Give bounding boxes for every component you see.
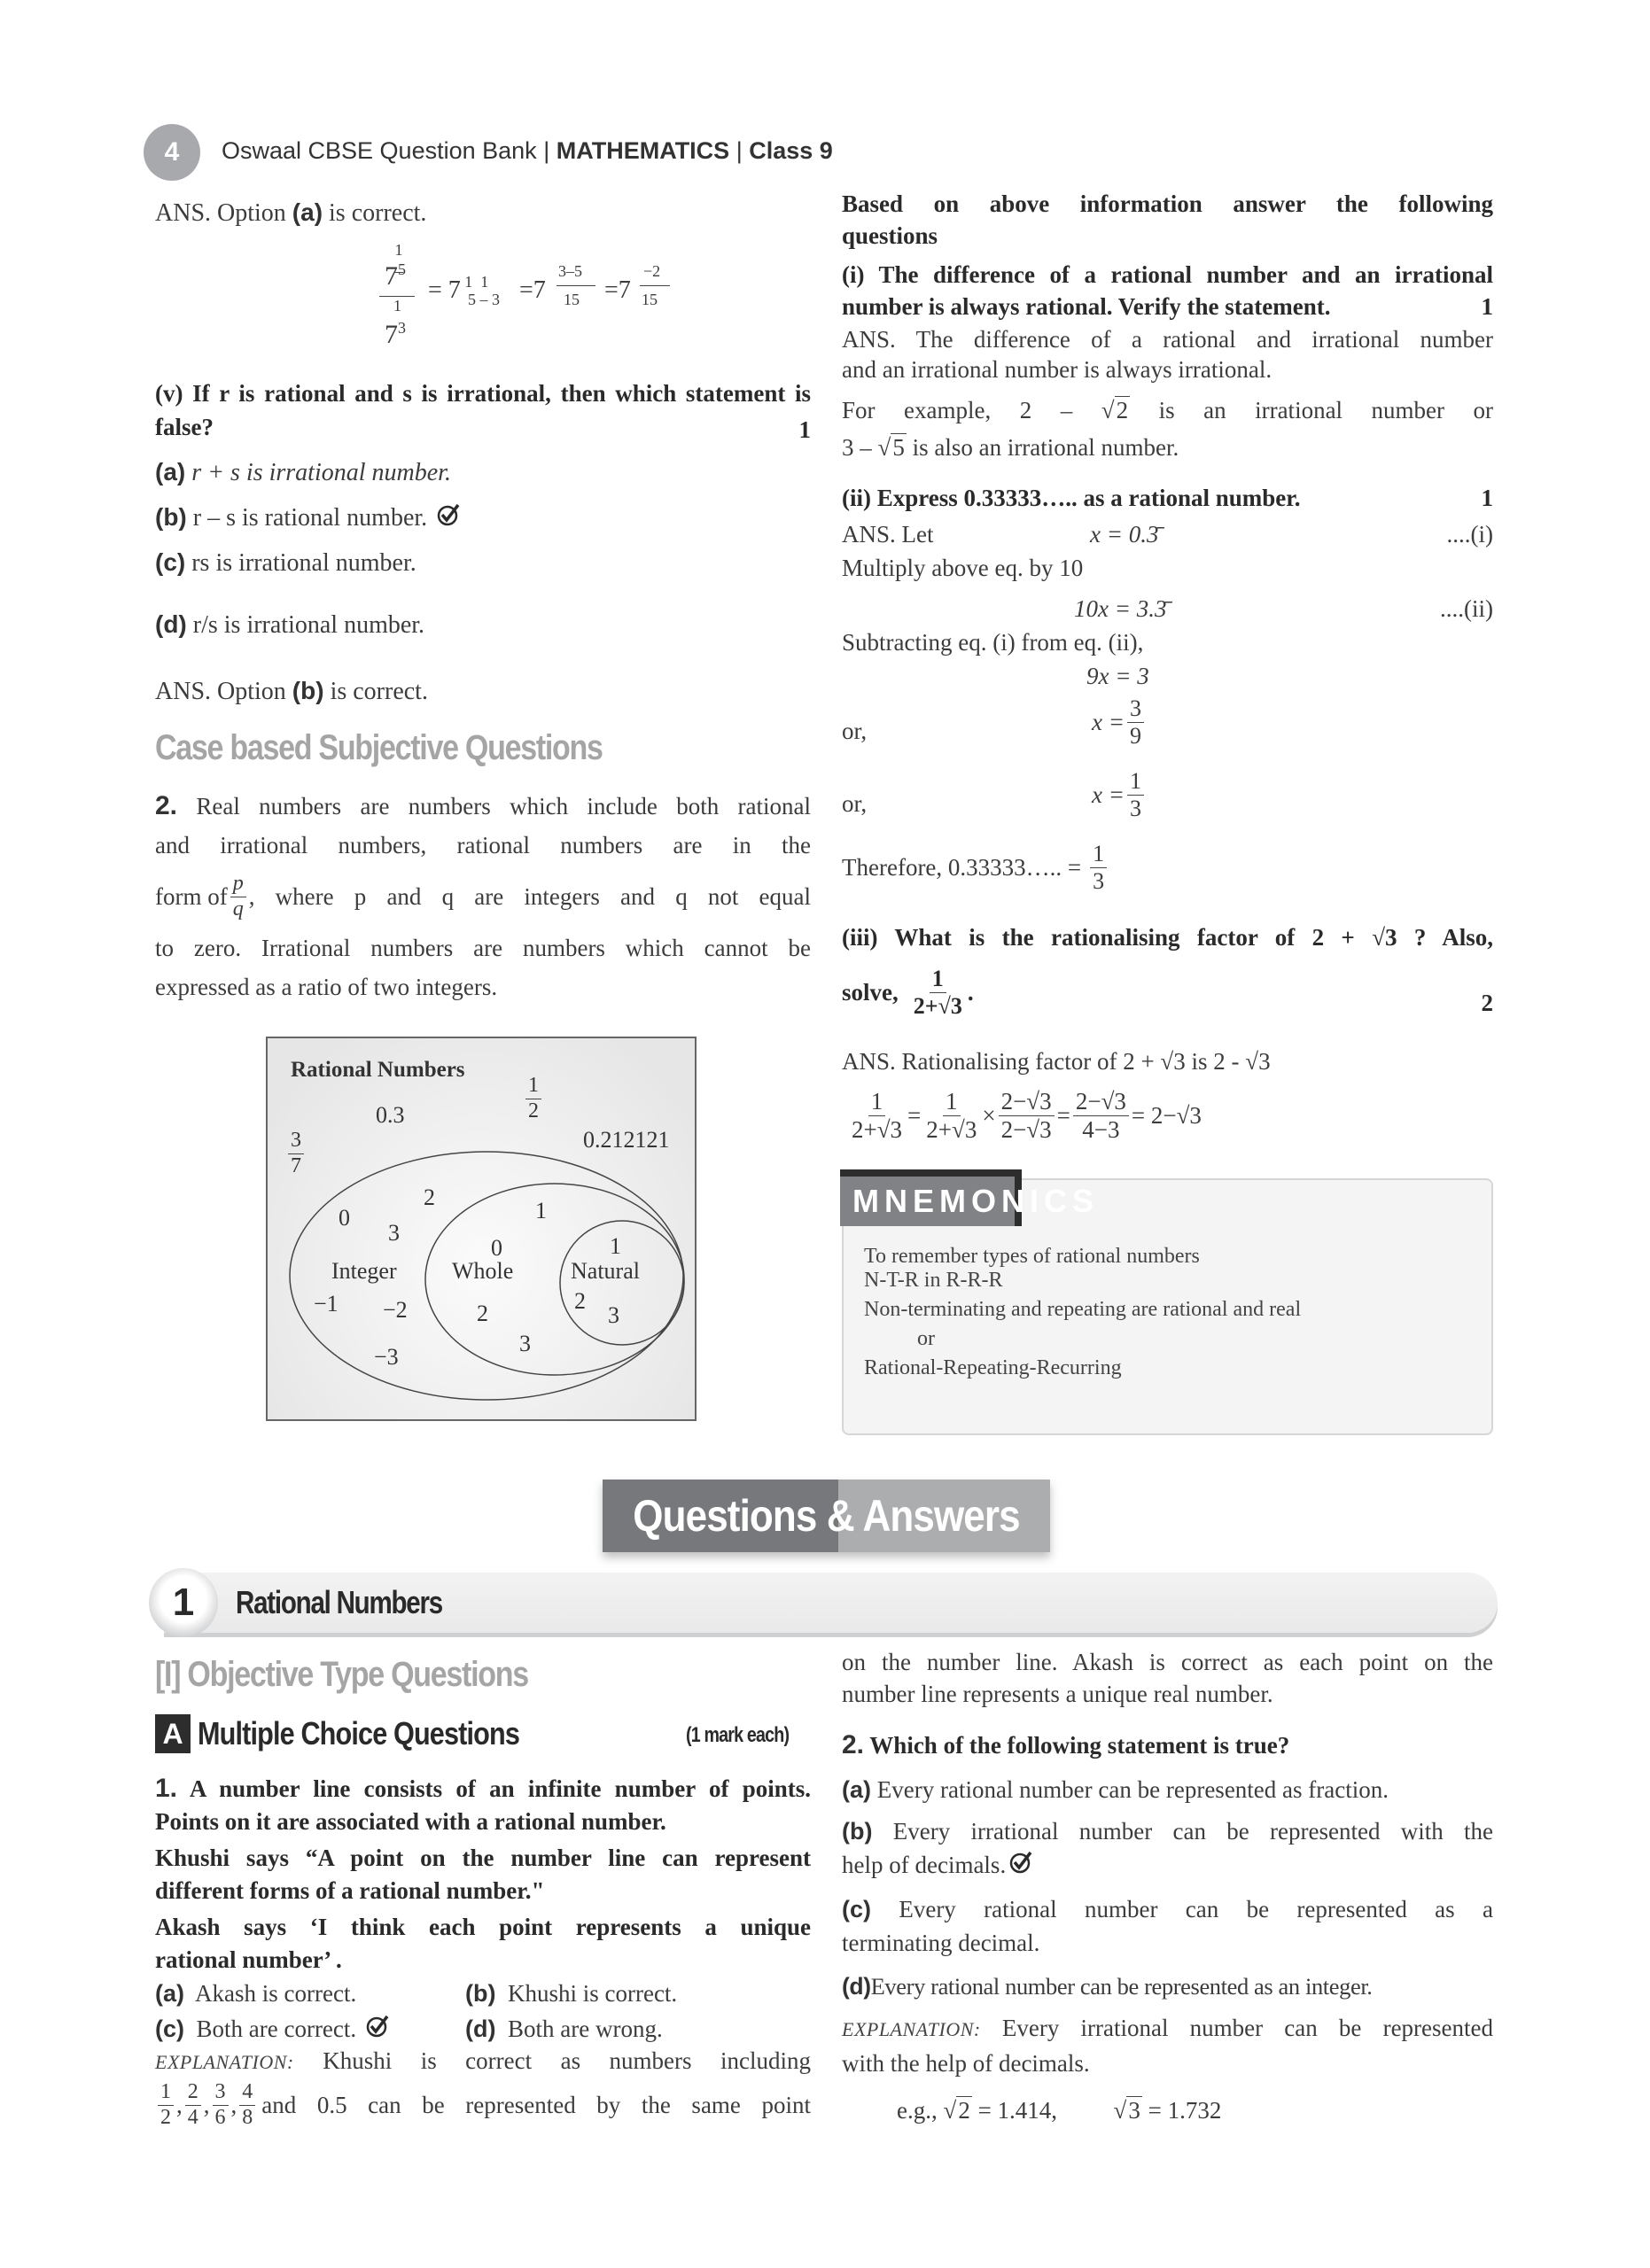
mcq2-explanation: EXPLANATION: Every irrational number can be represented with the help of decimals. [842,2015,1494,2077]
question-label: (v) [155,380,183,407]
mcq2-option-d[interactable]: (d)Every rational number can be represented as an integer. [842,1973,1373,2000]
para-line: , where p and q are integers and q not equal [248,883,811,911]
correct-check-icon [1009,1850,1034,1875]
ans-text: Option [217,199,286,227]
ans-label: ANS. [155,199,212,227]
header-separator: | [735,137,743,164]
answer-i: ANS. The difference of a rational and irrational number and an irrational number is always irrational. For example, 2 – √2 is an irrational number or 3 – √5 is also an irrational number. [842,326,1494,461]
mnemonics-tag: MNEMONICS [840,1169,1022,1226]
ans-text: Option [217,678,286,705]
case-paragraph: 2. Real numbers are numbers which include both rational and irrational numbers, rational numbers are in the form of $\frac{p}{q}$ , where p and q are integers and q not equal to zero. Irrational numbers are numbers which cannot be expressed as a ratio of two integers. [155,787,811,1006]
section-letter-badge: A [155,1714,191,1753]
mcq2-question: 2. Which of the following statement is true? [842,1730,1290,1759]
mcq2-example: e.g., √2 = 1.414, √3 = 1.732 [897,2097,1222,2124]
option-text: r – s is rational number. [192,504,428,532]
topic-title: Rational Numbers [236,1584,442,1620]
option-text: r + s is irrational number. [191,459,451,486]
mcq2-option-a[interactable]: (a) Every rational number can be represented as fraction. [842,1776,1389,1803]
venn-title: Rational Numbers [291,1058,465,1082]
mcq1-explanation-cont: on the number line. Akash is correct as each point on the number line represents a unique real number. [842,1649,1493,1707]
venn-value: 0 [491,1235,502,1261]
question-text: If r is rational and s is irrational, then which statement is false? [155,380,812,440]
venn-value: 2 [574,1288,586,1314]
venn-value: 3 [388,1220,400,1246]
mnemonics-text: To remember types of rational numbers N-T-R in R-R-R Non-terminating and repeating are rational and real or Rational-Repeating-Recurring [864,1245,1302,1379]
ans-text: is correct. [329,199,427,227]
case-based-heading: Case based Subjective Questions [155,728,603,767]
class-label: Class 9 [749,137,833,164]
mcq1-explanation: EXPLANATION: Khushi is correct as numbers including $\frac{1}{2}$ , $\frac{2}{4}$ , $\frac{3}{6}$ , $\frac{4}{8}$ and 0.5 can be represented by the same point [155,2047,812,2129]
venn-value: 1 [610,1233,621,1259]
mcq1-option-a[interactable]: (a) Akash is correct. [155,1980,357,2007]
equation: x = 0.3̄ [1090,521,1159,548]
equation: 10x = 3.3̄ [1074,595,1167,622]
equation: 9x = 3 [1086,663,1149,689]
para-line: expressed as a ratio of two integers. [155,974,498,1001]
para-line: Real numbers are numbers which include both rational [196,793,812,819]
option-c[interactable] [155,545,416,581]
answer-line-a [155,195,426,231]
topic-number-badge: 1 [149,1568,218,1637]
question-iii: (iii) What is the rationalising factor of 2 + √3 ? Also, solve, $\frac{1}{2+√3}$ . 2 [842,920,1493,1020]
venn-value: 0.3 [376,1102,405,1128]
answer-line-b [155,673,428,710]
equation-tag: ....(i) [1446,521,1493,548]
running-header [222,137,833,165]
ans-option: (b) [292,677,324,704]
venn-value: 1 [535,1198,547,1223]
option-a[interactable] [155,454,451,491]
venn-value: −3 [374,1344,399,1370]
question-ii: (ii) Express 0.33333….. as a rational number. 1 [842,480,1493,516]
correct-check-icon [366,2014,391,2039]
venn-value: −2 [383,1297,408,1323]
intro-text: Based on above information answer the following questions [842,190,1493,249]
page-number-badge: 4 [144,124,200,181]
header-separator: | [543,137,550,164]
marks: 1 [798,416,811,443]
option-label: (b) [155,503,187,531]
ans-option: (a) [292,198,323,226]
para-line: and irrational numbers, rational numbers are in the [155,832,811,858]
ans-label: ANS. [842,326,896,353]
marks: 1 [1481,293,1493,320]
para-line: to zero. Irrational numbers are numbers which cannot be [155,935,811,962]
question-v [155,377,811,444]
venn-value: 2 [477,1301,488,1326]
venn-set-label: Integer [331,1258,397,1284]
option-label: (a) [155,458,186,485]
answer-ii: ANS. Let x = 0.3̄ ....(i) Multiply above eq. by 10 10x = 3.3̄ ....(ii) Subtracting eq. (i) from eq. (ii), 9x = 3 or, x = $\frac{3}{9}$ or, x = $\frac{1}{3}$ Therefore, 0.33333….. = $\frac{1}{3}$ [842,517,1493,924]
mcq1-option-c[interactable]: (c) Both are correct. [155,2011,391,2047]
publisher-title: Oswaal CBSE Question Bank [222,137,537,164]
exponent-equation: 1 $7^5$ 1 $7^3$ = 7 $^{1 1}$ 5 – 3 =7 3–5 15 =7 −2 15 [379,241,698,365]
option-label: (d) [155,610,187,638]
venn-value: $\frac{3}{7}$ [288,1129,304,1178]
question-number: 2. [155,791,178,820]
option-d[interactable] [155,607,424,643]
mcq-heading [155,1714,576,1753]
marks: 1 [1481,485,1493,511]
venn-ellipses-icon [268,1038,695,1419]
mcq1-option-d[interactable]: (d) Both are wrong. [465,2016,663,2042]
venn-value: 3 [519,1331,531,1356]
question-i: (i) The difference of a rational number and an irrational number is always rational. Verify the statement. 1 [842,259,1493,322]
venn-value: 2 [424,1184,435,1210]
mcq1-option-b[interactable]: (b) Khushi is correct. [465,1980,678,2007]
mcq2-option-b[interactable]: (b) Every irrational number can be represented with the help of decimals. [842,1818,1493,1878]
para-line: form of [155,883,228,911]
option-b[interactable] [155,500,462,536]
venn-set-label: Whole [452,1258,514,1284]
mcq2-option-c[interactable]: (c) Every rational number can be represented as a terminating decimal. [842,1896,1493,1956]
answer-iii: ANS. Rationalising factor of 2 + √3 is 2 - √3 [842,1048,1271,1075]
venn-value: 3 [608,1302,619,1328]
option-label: (c) [155,548,186,576]
qa-banner-title: Questions & Answers [633,1491,1020,1541]
venn-value: 0 [339,1205,350,1231]
venn-value: 0.212121 [583,1127,670,1153]
ans-label: ANS. [842,1048,896,1075]
option-text: r/s is irrational number. [192,611,425,639]
objective-heading: [I] Objective Type Questions [155,1655,528,1694]
mcq1-question: 1. A number line consists of an infinite number of points. Points on it are associated with a rational number. Khushi says “A point on the number line can represent different forms of a rational number." Akash says ‘I think each point represents a unique rational number’ . [155,1774,811,1973]
subject-title: MATHEMATICS [556,137,730,164]
ans-label: ANS. [842,521,896,548]
venn-value: $\frac{1}{2}$ [525,1074,541,1123]
ans-text: is correct. [330,678,428,705]
venn-diagram [266,1037,697,1421]
mcq-title: Multiple Choice Questions [198,1715,519,1751]
option-text: rs is irrational number. [191,549,416,577]
equation-tag: ....(ii) [1440,595,1493,622]
rationalise-working: $\frac{1}{2+√3}$ = $\frac{1}{2+√3}$ × $\frac{2-√3}{2-√3}$ = $\frac{2-√3}{4-3}$ = 2−√3 [852,1088,1202,1144]
correct-check-icon [437,502,462,527]
venn-value: −1 [314,1291,339,1317]
marks-note: (1 mark each) [686,1723,790,1747]
marks: 2 [1481,990,1493,1016]
ans-label: ANS. [155,678,212,705]
venn-set-label: Natural [571,1258,640,1284]
